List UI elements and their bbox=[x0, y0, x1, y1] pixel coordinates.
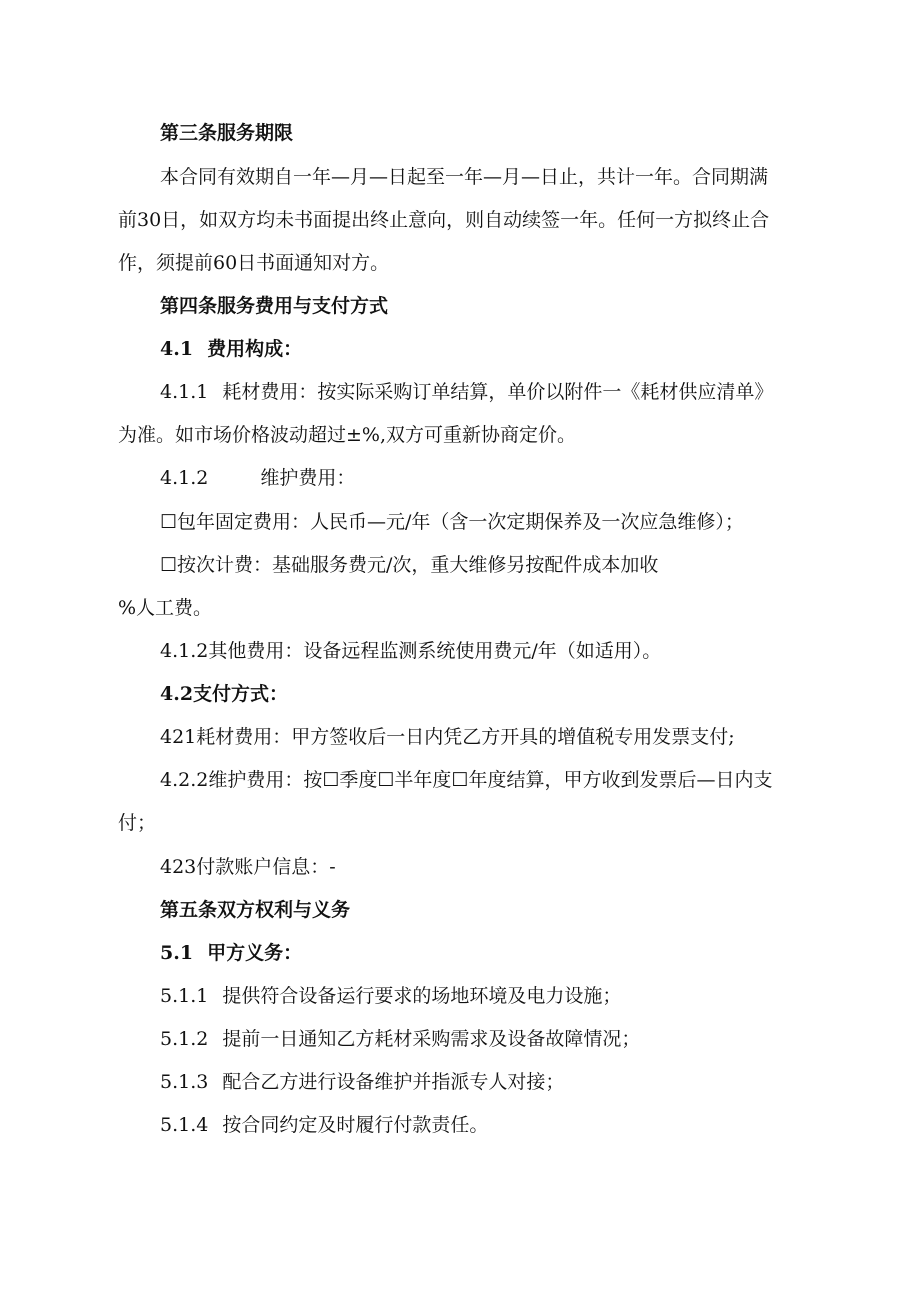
list-item-text: 按合同约定及时履行付款责任。 bbox=[222, 1114, 489, 1136]
clause-5-1-title: 甲方义务： bbox=[207, 942, 303, 964]
list-item-number: 5.1.1 bbox=[160, 985, 209, 1007]
clause-4-2-2: 4.2.2维护费用：按☐季度☐半年度☐年度结算，甲方收到发票后—日内支 bbox=[160, 769, 773, 791]
list-item-text: 提前一日通知乙方耗材采购需求及设备故障情况； bbox=[222, 1028, 641, 1050]
clause-4-1-1-continuation: 为准。如市场价格波动超过±%,双方可重新协商定价。 bbox=[118, 424, 577, 446]
section3-heading: 第三条服务期限 bbox=[160, 122, 294, 144]
list-item-number: 5.1.2 bbox=[160, 1028, 209, 1050]
clause-4-1-1 bbox=[160, 380, 773, 404]
list-item bbox=[160, 1070, 564, 1094]
clause-4-1-2-number: 4.1.2 bbox=[160, 467, 209, 489]
section3-para-line1: 本合同有效期自一年—月—日起至一年—月—日止，共计一年。合同期满 bbox=[160, 166, 769, 188]
clause-4-2-3: 423付款账户信息：- bbox=[160, 856, 336, 878]
clause-4-2: 4.2支付方式： bbox=[160, 683, 289, 705]
section4-heading: 第四条服务费用与支付方式 bbox=[160, 295, 389, 317]
clause-4-1-number: 4.1 bbox=[160, 338, 194, 360]
list-item-number: 5.1.3 bbox=[160, 1071, 209, 1093]
clause-4-1-1-number: 4.1.1 bbox=[160, 381, 209, 403]
clause-4-2-2-continuation: 付； bbox=[118, 812, 157, 834]
option-annual-fee: ☐包年固定费用：人民币—元/年（含一次定期保养及一次应急维修）； bbox=[160, 511, 744, 533]
clause-4-1 bbox=[160, 337, 302, 361]
section5-heading: 第五条双方权利与义务 bbox=[160, 899, 351, 921]
clause-other-fees: 4.1.2其他费用：设备远程监测系统使用费元/年（如适用）。 bbox=[160, 640, 662, 662]
clause-4-1-2 bbox=[160, 466, 355, 490]
section3-para-line3: 作，须提前60日书面通知对方。 bbox=[118, 252, 390, 274]
option-per-visit-continuation: %人工费。 bbox=[118, 597, 213, 619]
list-item-text: 配合乙方进行设备维护并指派专人对接； bbox=[222, 1071, 565, 1093]
list-item-number: 5.1.4 bbox=[160, 1114, 209, 1136]
list-item bbox=[160, 984, 621, 1008]
list-item-text: 提供符合设备运行要求的场地环境及电力设施； bbox=[222, 985, 622, 1007]
option-per-visit-fee: ☐按次计费：基础服务费元/次，重大维修另按配件成本加收 bbox=[160, 554, 659, 576]
section3-para-line2: 前30日，如双方均未书面提出终止意向，则自动续签一年。任何一方拟终止合 bbox=[118, 209, 770, 231]
list-item bbox=[160, 1027, 640, 1051]
clause-5-1-number: 5.1 bbox=[160, 942, 194, 964]
clause-4-1-title: 费用构成： bbox=[207, 338, 303, 360]
clause-4-1-1-text: 耗材费用：按实际采购订单结算，单价以附件一《耗材供应清单》 bbox=[222, 381, 774, 403]
clause-4-1-2-title: 维护费用： bbox=[260, 467, 356, 489]
clause-4-2-1: 421耗材费用：甲方签收后一日内凭乙方开具的增值税专用发票支付; bbox=[160, 726, 735, 748]
clause-5-1 bbox=[160, 941, 302, 965]
list-item bbox=[160, 1113, 488, 1137]
